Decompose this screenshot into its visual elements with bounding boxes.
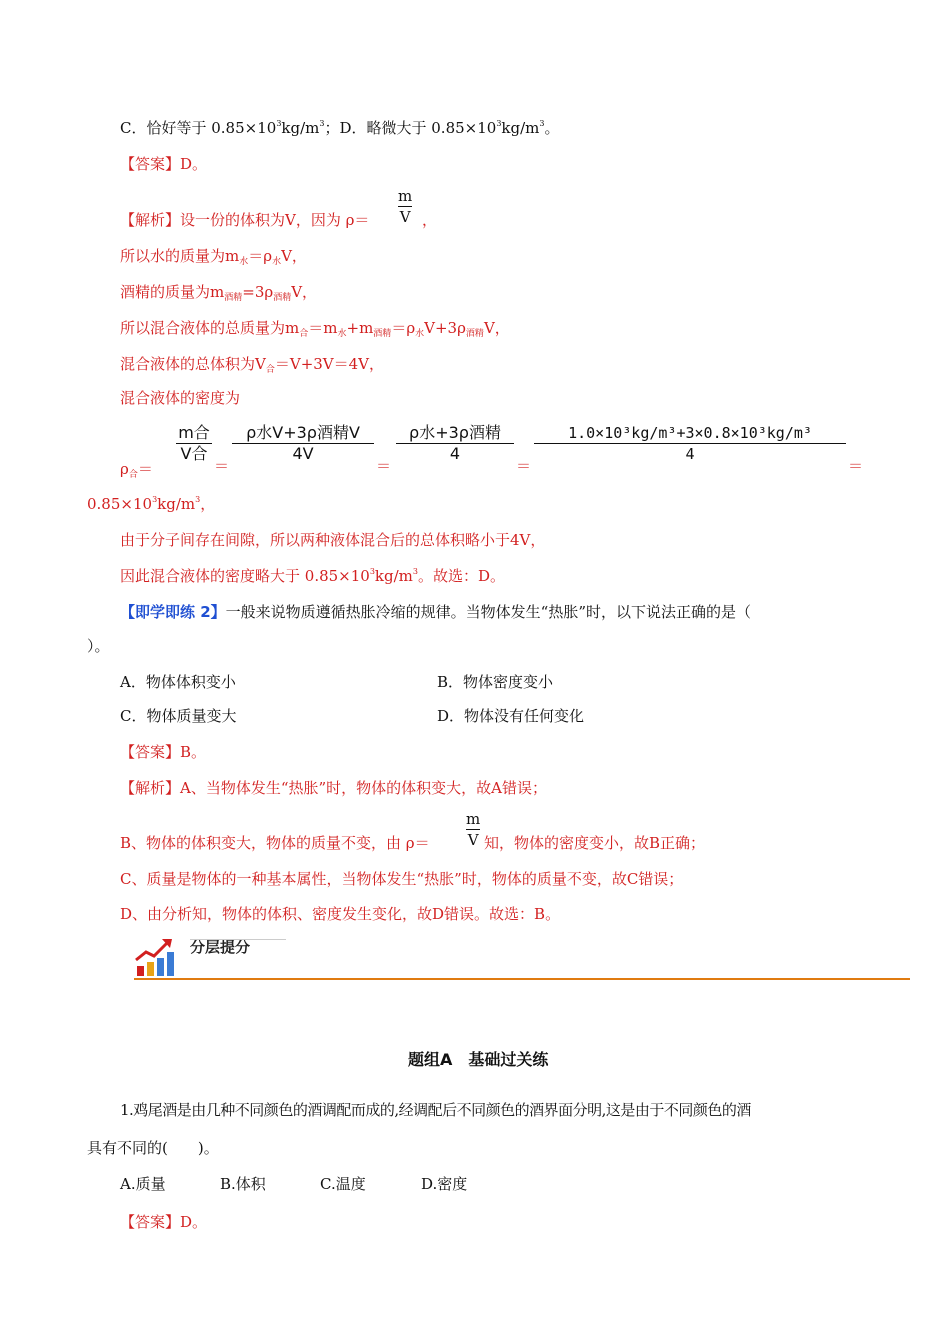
fraction-density-sum-over-4: ρ水+3ρ酒精 4 (396, 424, 514, 463)
analysis-conclusion: 因此混合液体的密度略大于 $0.85\times 10^3kg/m^3$。故选：D。 (120, 567, 506, 585)
q1-text-line1: 1.鸡尾酒是由几种不同颜色的酒调配而成的,经调配后不同颜色的酒界面分明,这是由于不同颜色的酒 (120, 1101, 751, 1119)
option-c-d-line: C．恰好等于 $0.85\times 10^3kg/m^3$；D．略微大于 $0.85\times 10^3kg/m^3$。 (120, 119, 560, 137)
banner-title: 分层提分 (190, 938, 251, 956)
q1-option-d: D.密度 (421, 1175, 468, 1193)
section-banner (134, 932, 910, 982)
analysis-2-a: 【解析】A、当物体发生“热胀”时，物体的体积变大，故A错误； (120, 779, 548, 797)
equals-3: ＝ (516, 457, 532, 475)
analysis-2-b-tail: 知，物体的密度变小，故B正确； (484, 834, 706, 852)
density-result: $0.85\times 10^3kg/m^3$， (87, 495, 216, 513)
fraction-numeric-over-4: 1.0×10³kg/m³+3×0.8×10³kg/m³ 4 (534, 424, 846, 463)
q1-text-line2: 具有不同的( )。 (87, 1139, 219, 1157)
practice-2-option-b: B．物体密度变小 (437, 673, 554, 691)
analysis-density-label: 混合液体的密度为 (120, 389, 241, 407)
rho-mix-label: $\rho_合=$ (120, 460, 153, 480)
analysis-total-volume: 混合液体的总体积为$V_合=V+3V=4V$， (120, 355, 385, 375)
analysis-gap-note: 由于分子间存在间隙，所以两种液体混合后的总体积略小于4V， (120, 531, 546, 549)
analysis-2-b-intro: B、物体的体积变大，物体的质量不变，由 ρ＝ (120, 834, 430, 852)
practice-2-option-a: A．物体体积变小 (120, 673, 236, 691)
analysis-water-mass: 所以水的质量为$m_水=\rho_水V$， (120, 247, 307, 267)
fraction-m-mix-over-v-mix: m合 V合 (176, 424, 212, 463)
fraction-m-over-v-2: m V (466, 810, 481, 849)
analysis-alcohol-mass: 酒精的质量为$m_{酒精}=3\rho_{酒精}V$， (120, 283, 318, 303)
analysis-2-d: D、由分析知，物体的体积、密度发生变化，故D错误。故选：B。 (120, 905, 561, 923)
answer-2: 【答案】B。 (120, 743, 207, 761)
fraction-m-over-v: m V (398, 187, 413, 226)
group-title: 题组A 基础过关练 (408, 1050, 549, 1069)
practice-2-tag: 【即学即练 2】 (120, 603, 226, 621)
q1-option-c: C.温度 (320, 1175, 366, 1193)
equals-2: ＝ (376, 457, 392, 475)
practice-2-option-d: D．物体没有任何变化 (437, 707, 585, 725)
banner-rule (134, 978, 910, 980)
practice-2-option-c: C．物体质量变大 (120, 707, 237, 725)
analysis-1-tail: ， (422, 211, 438, 229)
analysis-total-mass: 所以混合液体的总质量为$m_合=m_水+m_{酒精}=\rho_水V+3\rho_{酒精}V$， (120, 319, 510, 339)
answer-1: 【答案】D。 (120, 155, 208, 173)
equals-4: ＝ (848, 457, 864, 475)
q1-answer: 【答案】D。 (120, 1213, 208, 1231)
growth-chart-icon (134, 936, 176, 980)
fraction-mass-sum-over-4v: ρ水V+3ρ酒精V 4V (232, 424, 374, 463)
analysis-1-intro: 【解析】设一份的体积为V，因为 ρ＝ (120, 211, 370, 229)
q1-option-a: A.质量 (120, 1175, 166, 1193)
analysis-2-c: C、质量是物体的一种基本属性，当物体发生“热胀”时，物体的质量不变，故C错误； (120, 870, 684, 888)
practice-2-question: 【即学即练 2】一般来说物质遵循热胀冷缩的规律。当物体发生“热胀”时，以下说法正确的是（ (120, 603, 752, 621)
q1-option-b: B.体积 (220, 1175, 266, 1193)
equals-1: ＝ (214, 457, 230, 475)
banner-title-underline (190, 939, 286, 940)
practice-2-question-cont: ）。 (87, 637, 110, 655)
